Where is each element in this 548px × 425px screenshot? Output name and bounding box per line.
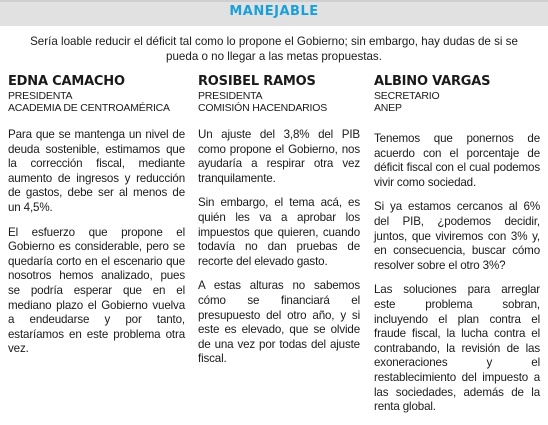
person-organization: ACADEMIA DE CENTROAMÉRICA — [8, 102, 170, 114]
person-title: PRESIDENTA — [8, 90, 73, 102]
person-title: PRESIDENTA — [198, 90, 263, 102]
opinion-column-camacho — [8, 74, 185, 367]
paragraph: Si ya estamos cercanos al 6% del PIB, ¿podemos decidir, juntos, que viviremos con 3% y, en consecuencia, buscar cómo resolver sobre el otro 3%? — [374, 200, 540, 272]
column-body — [198, 128, 360, 367]
paragraph: Las soluciones para arreglar este problema sobran, incluyendo el plan contra el fraude fiscal, la lucha contra el contrabando, la revisión de las exoneraciones y el restablecimiento del impuesto a las sociedades, además de la renta global. — [374, 283, 540, 414]
person-title: SECRETARIO — [374, 90, 440, 102]
person-name: ALBINO VARGAS — [374, 74, 491, 89]
person-organization: COMISIÓN HACENDARIOS — [198, 102, 328, 114]
person-organization: ANEP — [374, 102, 402, 114]
paragraph: Para que se mantenga un nivel de deuda sostenible, estimamos que la corrección fiscal, mediante aumento de ingresos y reducción de gastos, debe ser al menos de un 4,5%. — [8, 128, 185, 214]
paragraph: A estas alturas no sabemos cómo se financiará el presupuesto del otro año, y si este es elevado, que se olvide de una vez por todas del ajuste fiscal. — [198, 279, 360, 366]
person-name: ROSIBEL RAMOS — [198, 74, 316, 89]
opinion-column-ramos — [198, 74, 360, 377]
column-body — [374, 132, 540, 415]
opinion-column-vargas — [374, 74, 540, 425]
column-body — [8, 128, 185, 357]
paragraph: Sin embargo, el tema acá, es quién les va a aprobar los impuestos que quieren, cuando todavía no dan pruebas de recorte del elevado gasto. — [198, 196, 360, 268]
intro-text: Sería loable reducir el déficit tal como lo propone el Gobierno; sin embargo, hay dudas de si se pueda o no llegar a las metas propuestas. — [30, 35, 518, 63]
paragraph: El esfuerzo que propone el Gobierno es considerable, pero se quedaría corto en el escenario que nosotros hemos analizado, pues se podría esperar que en el mediano plazo el Gobierno vuelva a endeudarse y por tanto, estaríamos en este problema otra vez. — [8, 225, 185, 356]
section-title: MANEJABLE — [229, 4, 319, 19]
paragraph: Tenemos que ponernos de acuerdo con el porcentaje de déficit fiscal con el cual podemos vivir como sociedad. — [374, 132, 540, 189]
person-name: EDNA CAMACHO — [8, 74, 125, 89]
paragraph: Un ajuste del 3,8% del PIB como propone el Gobierno, nos ayudaría a respirar otra vez tranquilamente. — [198, 128, 360, 185]
